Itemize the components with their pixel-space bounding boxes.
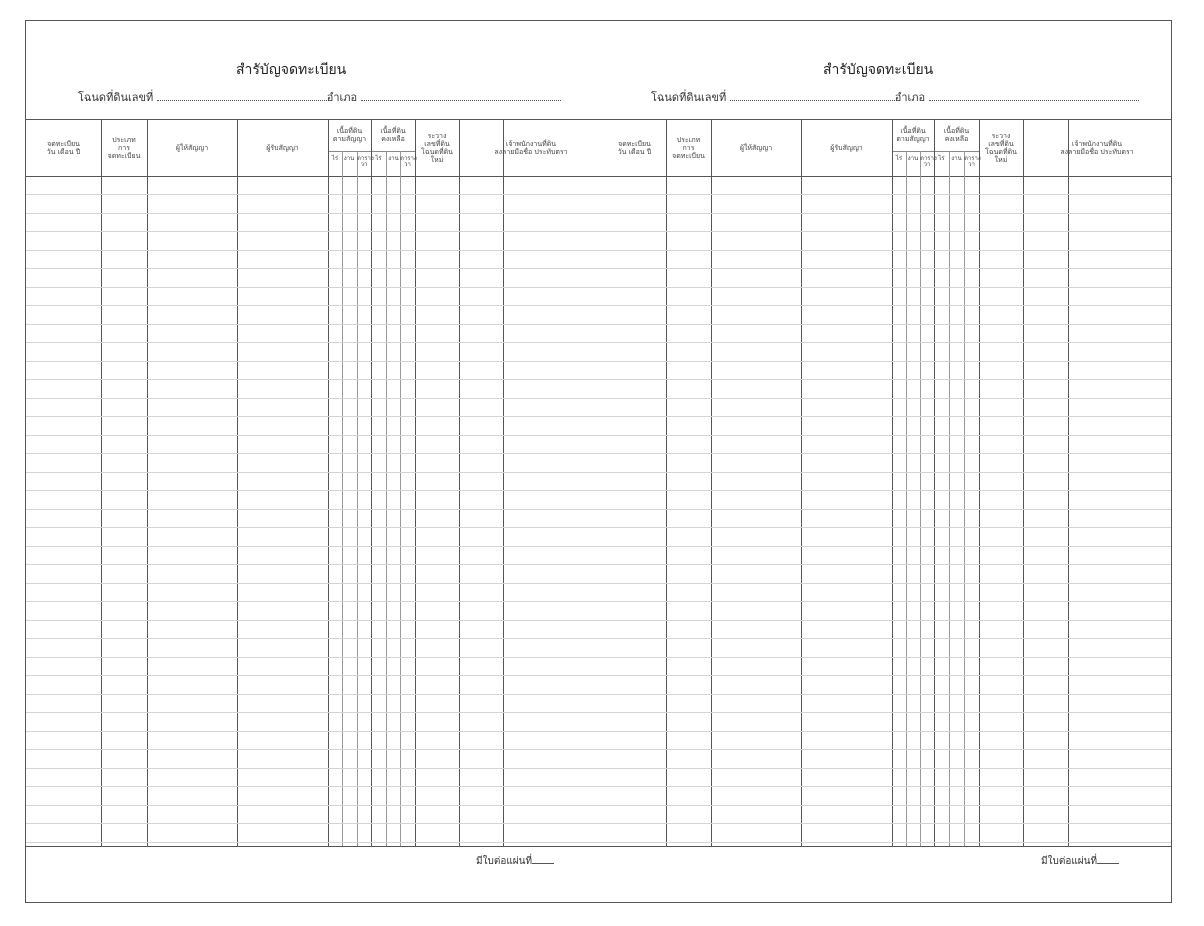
- column-divider: [237, 119, 238, 846]
- subheader-ngan: งาน: [951, 155, 962, 162]
- subcolumn-divider: [357, 151, 358, 846]
- column-divider: [666, 119, 667, 846]
- header-grantee: ผู้รับสัญญา: [830, 144, 863, 152]
- meta-line: [651, 88, 1139, 106]
- district-field[interactable]: [929, 90, 1139, 101]
- header-registration-type: ประเภท การ จดทะเบียน: [107, 136, 141, 160]
- ruled-entry-line[interactable]: [603, 805, 1171, 806]
- ruled-entry-line[interactable]: [26, 213, 603, 214]
- ruled-entry-line[interactable]: [26, 324, 603, 325]
- header-registration-type: ประเภท การ จดทะเบียน: [672, 136, 705, 160]
- ruled-entry-line[interactable]: [603, 823, 1171, 824]
- header-area-by-contract: เนื้อที่ดิน ตามสัญญา: [896, 127, 930, 143]
- header-date: จดทะเบียน วัน เดือน ปี: [617, 140, 652, 156]
- ruled-entry-line[interactable]: [26, 675, 603, 676]
- subcolumn-divider: [920, 151, 921, 846]
- ruled-entry-line[interactable]: [26, 583, 603, 584]
- ruled-entry-line[interactable]: [26, 546, 603, 547]
- column-divider: [979, 119, 980, 846]
- ruled-entry-line[interactable]: [26, 805, 603, 806]
- continuation-sheet-field[interactable]: [532, 854, 554, 864]
- ruled-entry-line[interactable]: [26, 823, 603, 824]
- continuation-sheet-field[interactable]: [1097, 854, 1119, 864]
- ruled-entry-line[interactable]: [603, 601, 1171, 602]
- ruled-entry-line[interactable]: [26, 287, 603, 288]
- ruled-entry-line[interactable]: [26, 564, 603, 565]
- table-bottom-rule: [603, 846, 1171, 847]
- header-grantee: ผู้รับสัญญา: [266, 144, 299, 152]
- column-divider: [801, 119, 802, 846]
- ruled-entry-line[interactable]: [603, 194, 1171, 195]
- register-half-left: [26, 21, 603, 902]
- subheader-square-wa: ตาราง วา: [920, 155, 937, 168]
- ruled-entry-line[interactable]: [26, 768, 603, 769]
- ruled-entry-line[interactable]: [26, 361, 603, 362]
- page-title: สำรับัญจดทะเบียน: [823, 62, 934, 78]
- ruled-entry-line[interactable]: [603, 324, 1171, 325]
- ruled-entry-line[interactable]: [603, 546, 1171, 547]
- continuation-sheet-note: [476, 854, 554, 869]
- subheader-ngan: งาน: [343, 155, 355, 162]
- ruled-entry-line[interactable]: [603, 786, 1171, 787]
- ruled-entry-line[interactable]: [26, 379, 603, 380]
- deed-number-label: โฉนดที่ดินเลขที่: [78, 91, 154, 104]
- header-top-rule: [26, 119, 603, 120]
- ruled-entry-line[interactable]: [26, 620, 603, 621]
- ruled-entry-line[interactable]: [26, 342, 603, 343]
- column-divider: [892, 119, 893, 846]
- header-grantor: ผู้ให้สัญญา: [175, 144, 209, 152]
- ruled-entry-line[interactable]: [26, 601, 603, 602]
- district-label: อำเภอ: [894, 91, 926, 104]
- ruled-entry-line[interactable]: [603, 416, 1171, 417]
- ruled-entry-line[interactable]: [26, 194, 603, 195]
- column-divider: [415, 119, 416, 846]
- continuation-sheet-note: [1041, 854, 1119, 869]
- ruled-entry-line[interactable]: [603, 305, 1171, 306]
- ruled-entry-line[interactable]: [603, 342, 1171, 343]
- ruled-entry-line[interactable]: [26, 786, 603, 787]
- ruled-entry-line[interactable]: [603, 768, 1171, 769]
- column-divider: [1023, 119, 1024, 846]
- subheader-rai: ไร่: [331, 155, 339, 162]
- ruled-entry-line[interactable]: [26, 731, 603, 732]
- ruled-entry-line[interactable]: [26, 398, 603, 399]
- ruled-entry-line[interactable]: [26, 527, 603, 528]
- continuation-sheet-label: มีใบต่อแผ่นที่: [1041, 856, 1098, 867]
- register-half-right: [603, 21, 1171, 902]
- ruled-entry-line[interactable]: [26, 268, 603, 269]
- meta-line: [78, 88, 561, 106]
- ruled-entry-line[interactable]: [26, 842, 603, 843]
- ruled-entry-line[interactable]: [603, 509, 1171, 510]
- column-divider: [147, 119, 148, 846]
- ruled-entry-line[interactable]: [603, 213, 1171, 214]
- ruled-entry-line[interactable]: [26, 509, 603, 510]
- column-divider: [1068, 119, 1069, 846]
- ruled-entry-line[interactable]: [26, 435, 603, 436]
- ruled-entry-line[interactable]: [603, 564, 1171, 565]
- subheader-square-wa: ตาราง วา: [357, 155, 374, 168]
- ruled-entry-line[interactable]: [26, 638, 603, 639]
- subcolumn-divider: [386, 151, 387, 846]
- header-area-remaining: เนื้อที่ดิน คงเหลือ: [943, 127, 970, 143]
- column-divider: [459, 119, 460, 846]
- column-divider: [371, 119, 372, 846]
- deed-number-field[interactable]: [157, 90, 327, 101]
- subcolumn-divider: [342, 151, 343, 846]
- ruled-entry-line[interactable]: [603, 657, 1171, 658]
- subheader-rai: ไร่: [938, 155, 945, 162]
- header-area-remaining: เนื้อที่ดิน คงเหลือ: [380, 127, 406, 143]
- district-field[interactable]: [361, 90, 561, 101]
- header-new-deed-number: ระวาง เลขที่ดิน โฉนดที่ดิน ใหม่: [421, 132, 453, 164]
- ruled-entry-line[interactable]: [603, 694, 1171, 695]
- ruled-entry-line[interactable]: [26, 712, 603, 713]
- ruled-entry-line[interactable]: [26, 250, 603, 251]
- district-label: อำเภอ: [326, 91, 358, 104]
- header-bottom-rule: [603, 176, 1171, 177]
- ruled-entry-line[interactable]: [26, 416, 603, 417]
- table-bottom-rule: [26, 846, 603, 847]
- header-new-deed-number: ระวาง เลขที่ดิน โฉนดที่ดิน ใหม่: [985, 132, 1017, 164]
- ruled-entry-line[interactable]: [603, 361, 1171, 362]
- subheader-rai: ไร่: [895, 155, 903, 162]
- ruled-entry-line[interactable]: [603, 453, 1171, 454]
- ruled-entry-line[interactable]: [603, 472, 1171, 473]
- ruled-entry-line[interactable]: [26, 231, 603, 232]
- subheader-ngan: งาน: [388, 155, 399, 162]
- column-divider: [503, 119, 504, 846]
- ruled-entry-line[interactable]: [603, 435, 1171, 436]
- header-officer-signature: เจ้าพนักงานที่ดิน ลงลายมือชื่อ ประทับตรา: [494, 140, 568, 156]
- ruled-entry-line[interactable]: [603, 638, 1171, 639]
- ruled-entry-line[interactable]: [603, 749, 1171, 750]
- header-area-by-contract: เนื้อที่ดิน ตามสัญญา: [332, 127, 367, 143]
- subheader-rai: ไร่: [375, 155, 382, 162]
- ruled-entry-line[interactable]: [26, 657, 603, 658]
- column-divider: [711, 119, 712, 846]
- subheader-square-wa: ตาราง วา: [400, 155, 417, 168]
- deed-number-label: โฉนดที่ดินเลขที่: [651, 91, 727, 104]
- ruled-entry-line[interactable]: [603, 231, 1171, 232]
- ruled-entry-line[interactable]: [603, 287, 1171, 288]
- header-bottom-rule: [26, 176, 603, 177]
- ruled-entry-line[interactable]: [603, 731, 1171, 732]
- ruled-entry-line[interactable]: [603, 490, 1171, 491]
- ruled-entry-line[interactable]: [603, 268, 1171, 269]
- ruled-entry-line[interactable]: [603, 250, 1171, 251]
- column-divider: [934, 119, 935, 846]
- ruled-entry-line[interactable]: [26, 490, 603, 491]
- column-divider: [101, 119, 102, 846]
- subcolumn-divider: [400, 151, 401, 846]
- subheader-square-wa: ตาราง วา: [964, 155, 981, 168]
- ruled-entry-line[interactable]: [26, 305, 603, 306]
- subheader-ngan: งาน: [907, 155, 919, 162]
- header-officer-signature: เจ้าพนักงานที่ดิน ลงลายมือชื่อ ประทับตรา: [1060, 140, 1134, 156]
- subcolumn-divider: [906, 151, 907, 846]
- ruled-entry-line[interactable]: [603, 379, 1171, 380]
- page-title: สำรับัญจดทะเบียน: [236, 62, 347, 78]
- ruled-entry-line[interactable]: [603, 675, 1171, 676]
- column-divider: [328, 119, 329, 846]
- ruled-entry-line[interactable]: [26, 749, 603, 750]
- continuation-sheet-label: มีใบต่อแผ่นที่: [476, 856, 533, 867]
- deed-number-field[interactable]: [730, 90, 895, 101]
- header-grantor: ผู้ให้สัญญา: [739, 144, 773, 152]
- ruled-entry-line[interactable]: [603, 583, 1171, 584]
- ruled-entry-line[interactable]: [26, 472, 603, 473]
- ruled-entry-line[interactable]: [603, 527, 1171, 528]
- subcolumn-divider: [964, 151, 965, 846]
- header-date: จดทะเบียน วัน เดือน ปี: [46, 140, 81, 156]
- ruled-entry-line[interactable]: [603, 398, 1171, 399]
- ruled-entry-line[interactable]: [603, 620, 1171, 621]
- subcolumn-divider: [949, 151, 950, 846]
- ruled-entry-line[interactable]: [26, 694, 603, 695]
- ruled-entry-line[interactable]: [26, 453, 603, 454]
- header-top-rule: [603, 119, 1171, 120]
- ruled-entry-line[interactable]: [603, 842, 1171, 843]
- ruled-entry-line[interactable]: [603, 712, 1171, 713]
- register-sheet: [25, 20, 1172, 903]
